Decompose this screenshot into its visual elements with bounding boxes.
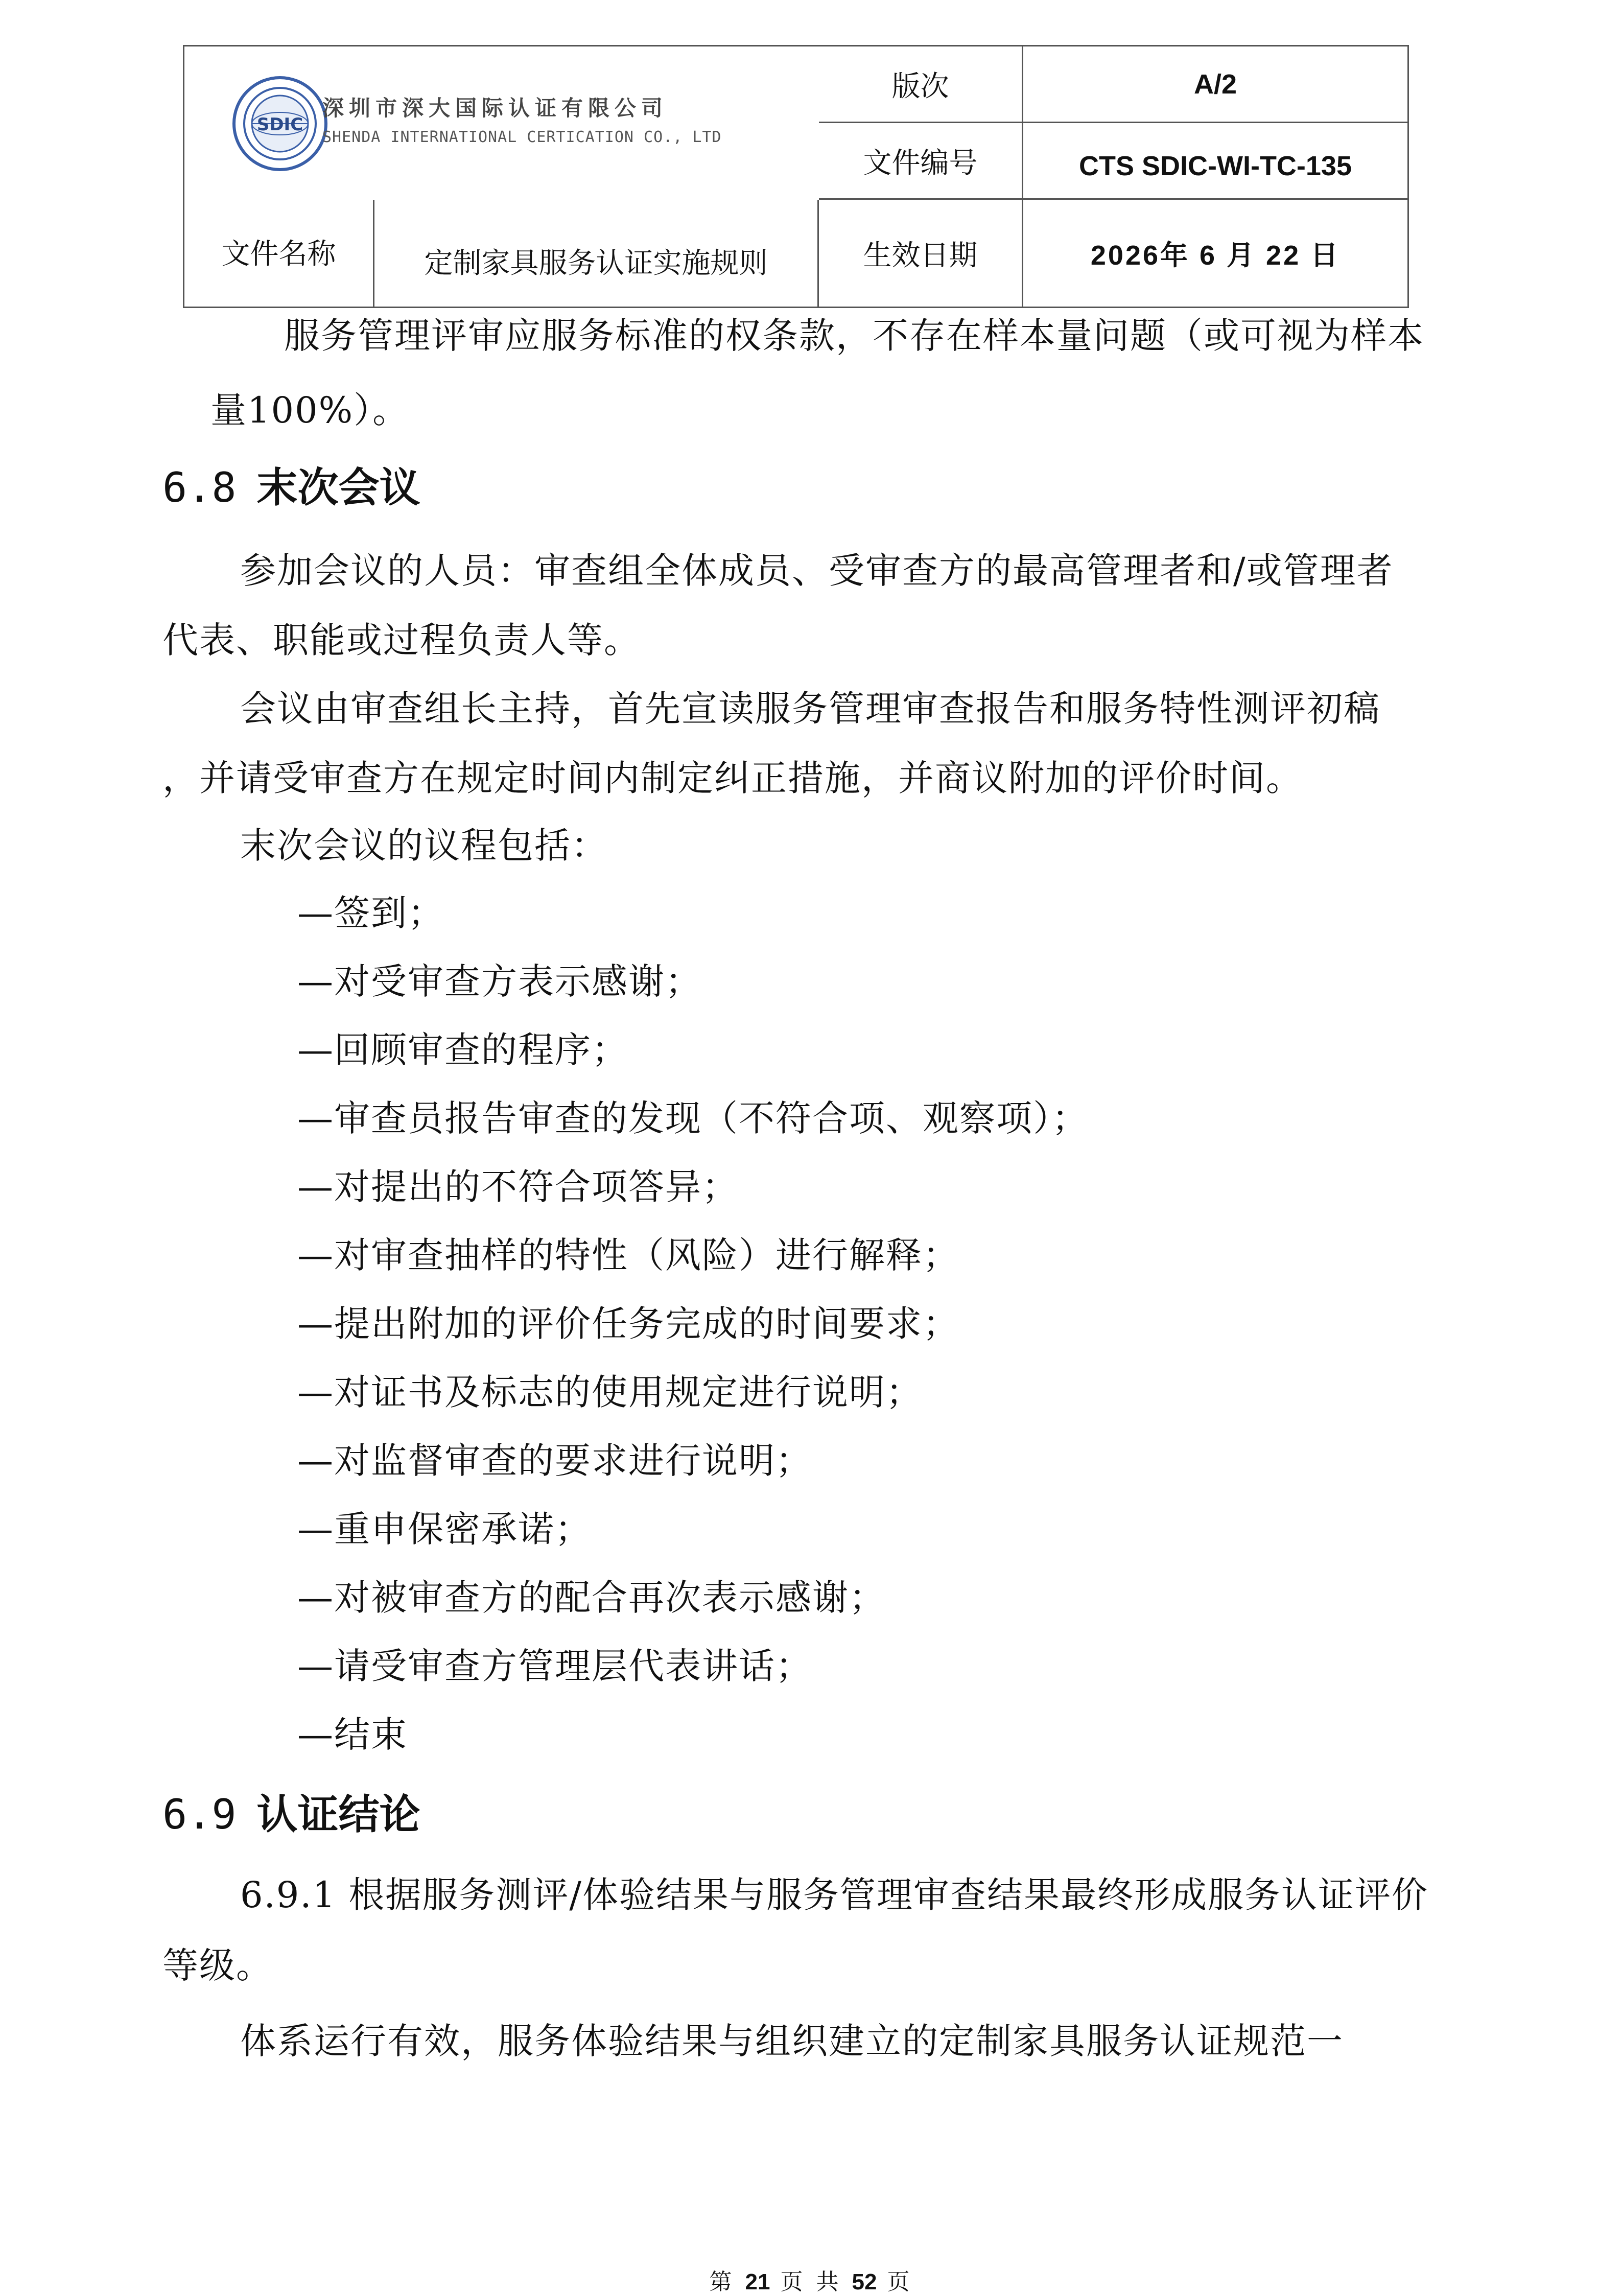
paragraph-5: 体系运行有效，服务体验结果与组织建立的定制家具服务认证规范一	[240, 2020, 1344, 2062]
logo-text: SDIC	[256, 114, 303, 135]
agenda-item: —对提出的不符合项答异；	[297, 1166, 739, 1208]
agenda-item: —签到；	[297, 892, 444, 934]
doc-no-label-cell	[819, 123, 1023, 200]
doc-name-label-cell	[184, 200, 374, 307]
company-name-cn: 深圳市深大国际认证有限公司	[322, 96, 668, 121]
intro-line-2: 量100%）。	[210, 389, 410, 431]
effective-label-cell	[819, 200, 1023, 307]
section-heading-6-8	[162, 464, 420, 511]
version-label: 版次	[891, 69, 949, 103]
footer-suffix: 页	[887, 2269, 913, 2295]
company-seal-icon	[231, 75, 328, 172]
version-value-cell	[1023, 46, 1407, 123]
doc-name-value-cell	[374, 200, 819, 307]
agenda-item: —重申保密承诺；	[297, 1508, 592, 1550]
agenda-item: —结束	[297, 1714, 408, 1755]
agenda-item: —审查员报告审查的发现（不符合项、观察项）；	[297, 1097, 1089, 1139]
intro-line-1: 服务管理评审应服务标准的权条款，不存在样本量问题（或可视为样本	[284, 315, 1424, 357]
doc-no-value-cell	[1023, 123, 1407, 200]
agenda-item: —对受审查方表示感谢；	[297, 960, 702, 1002]
agenda-item: —对监督审查的要求进行说明；	[297, 1440, 812, 1482]
paragraph-4-line-2: 等级。	[162, 1944, 273, 1986]
paragraph-2-line-1: 会议由审查组长主持，首先宣读服务管理审查报告和服务特性测评初稿	[240, 688, 1380, 730]
paragraph-3: 末次会议的议程包括：	[240, 825, 608, 866]
section-number: 6.9	[162, 1791, 237, 1838]
paragraph-2-line-2: ，并请受审查方在规定时间内制定纠正措施，并商议附加的评价时间。	[162, 757, 1303, 799]
section-number: 6.8	[162, 464, 237, 511]
effective-value: 2026年 6 月 22 日	[1090, 240, 1341, 271]
header-table	[183, 45, 1409, 308]
doc-name-value: 定制家具服务认证实施规则	[424, 246, 768, 280]
footer-mid: 页 共	[780, 2269, 842, 2295]
section-title: 认证结论	[256, 1791, 420, 1838]
agenda-item: —对证书及标志的使用规定进行说明；	[297, 1371, 923, 1413]
agenda-item: —对被审查方的配合再次表示感谢；	[297, 1577, 886, 1619]
section-title: 末次会议	[256, 464, 420, 511]
company-name-en: SHENDA INTERNATIONAL CERTICATION CO., LTD	[322, 128, 722, 146]
doc-name-label: 文件名称	[221, 238, 336, 271]
paragraph-4-line-1: 6.9.1 根据服务测评/体验结果与服务管理审查结果最终形成服务认证评价	[240, 1874, 1428, 1916]
version-value: A/2	[1193, 68, 1237, 100]
version-label-cell	[819, 46, 1023, 123]
doc-no-label: 文件编号	[863, 146, 978, 180]
agenda-item: —提出附加的评价任务完成的时间要求；	[297, 1303, 959, 1345]
doc-no-value: CTS SDIC-WI-TC-135	[1078, 150, 1352, 181]
section-heading-6-9	[162, 1791, 420, 1838]
agenda-item: —请受审查方管理层代表讲话；	[297, 1645, 812, 1687]
paragraph-1-line-1: 参加会议的人员：审查组全体成员、受审查方的最高管理者和/或管理者	[240, 550, 1394, 592]
agenda-item: —对审查抽样的特性（风险）进行解释；	[297, 1234, 959, 1276]
current-page-number: 21	[745, 2269, 770, 2294]
paragraph-1-line-2: 代表、职能或过程负责人等。	[162, 619, 641, 661]
effective-value-cell	[1023, 200, 1407, 307]
effective-label: 生效日期	[863, 239, 978, 272]
footer-prefix: 第	[709, 2269, 735, 2295]
page-footer	[0, 2263, 1622, 2296]
agenda-item: —回顾审查的程序；	[297, 1029, 628, 1071]
company-logo-cell	[184, 46, 819, 200]
total-page-number: 52	[852, 2269, 877, 2294]
